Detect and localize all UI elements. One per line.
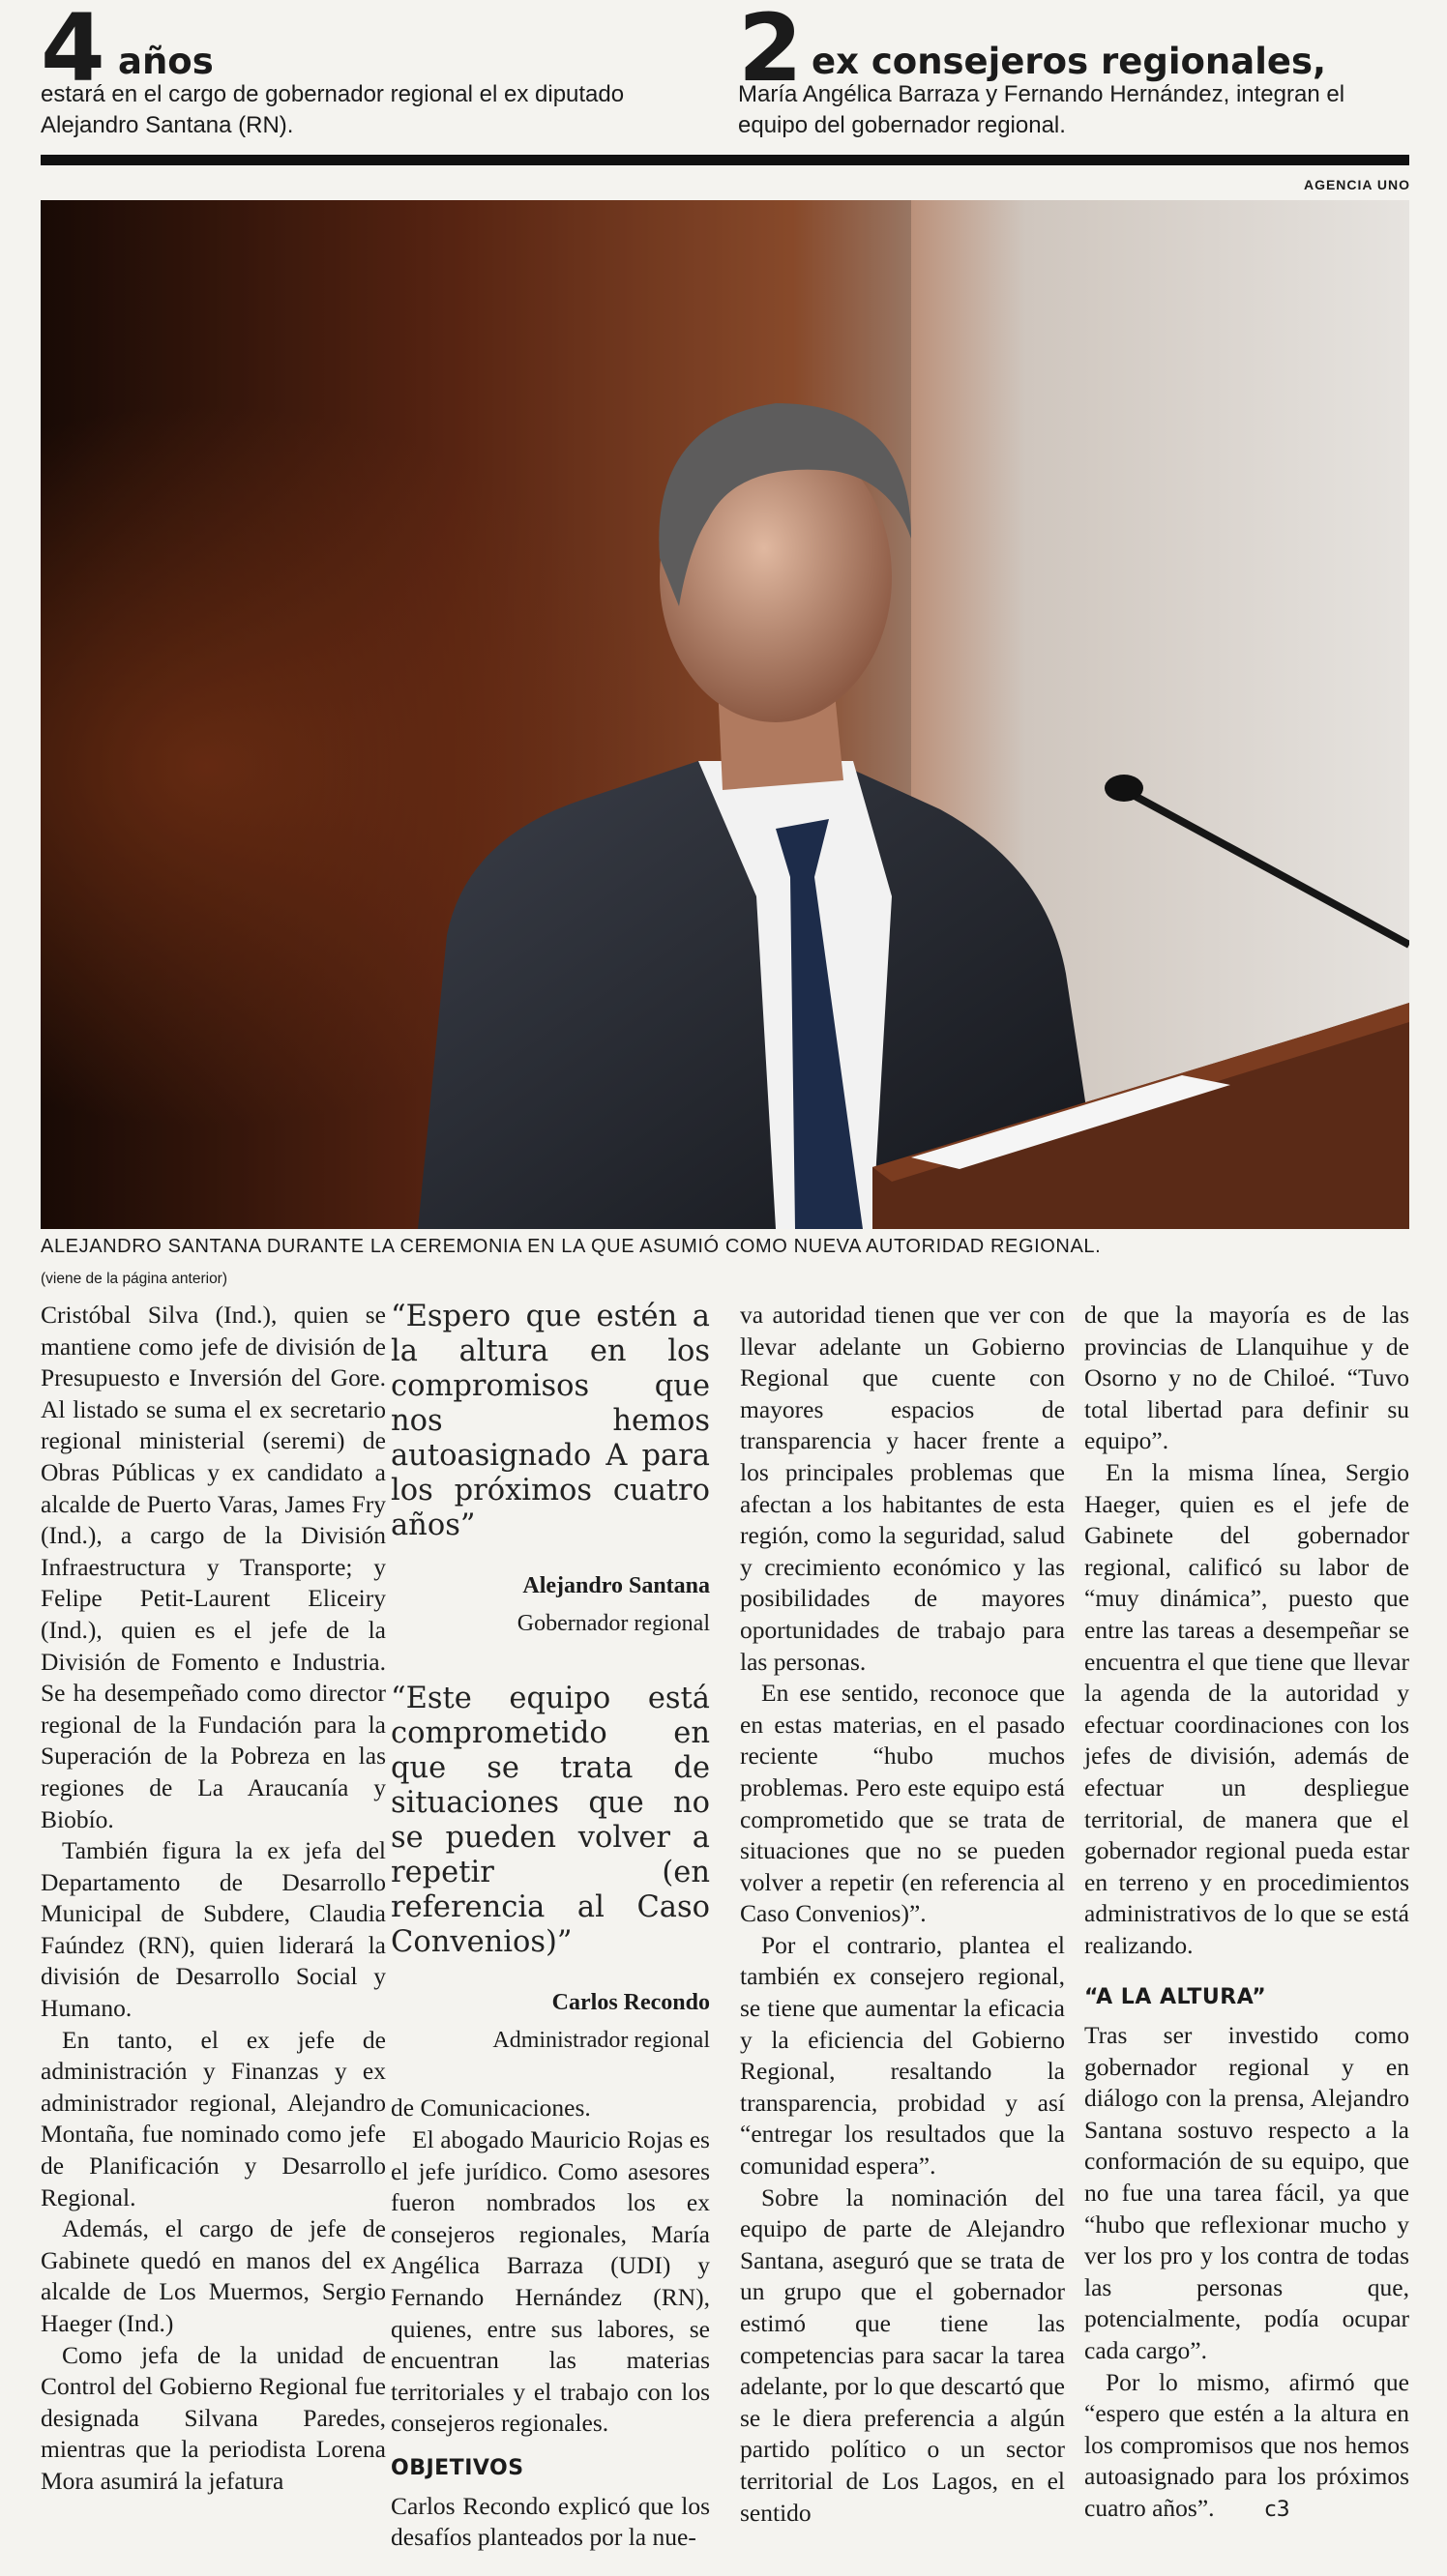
paragraph: El abogado Mauricio Rojas es el jefe jurídico. Como asesores fueron nombrados los ex consejeros regionales, María Angélica Barraza (UDI) y Fernando Hernández (RN), quienes, entre sus labores, se encuentran las materias territoriales y el trabajo con los consejeros regionales. xyxy=(391,2124,710,2438)
paragraph: Carlos Recondo explicó que los desafíos planteados por la nue- xyxy=(391,2491,710,2552)
continued-note: (viene de la página anterior) xyxy=(41,1271,228,1287)
pull-quote-role: Gobernador regional xyxy=(517,1610,710,1636)
stat-councillors-number: 2 xyxy=(738,0,801,102)
stat-councillors-subtext xyxy=(738,79,1344,141)
stat-years xyxy=(41,0,718,145)
stat-years-head: años xyxy=(118,41,214,82)
paragraph: Tras ser investido como gobernador regional y en diálogo con la prensa, Alejandro Santana sostuvo respecto a la conformación de su equipo, que no fue una tarea fácil, ya que “hubo que reflexionar mucho y ver los pro y los contra de todas las personas que, potencialmente, podía ocupar cada cargo”. xyxy=(1084,2021,1409,2364)
article-column-4 xyxy=(1084,1300,1409,2527)
paragraph: de Comunicaciones. xyxy=(391,2093,591,2122)
stat-years-subtext xyxy=(41,79,624,141)
paragraph: Cristóbal Silva (Ind.), quien se mantiene como jefe de división de Presupuesto e Inversión del Gore. Al listado se suma el ex secretario regional ministerial (seremi) de Obras Públicas y ex candidato a alcalde de Puerto Varas, James Fry (Ind.), a cargo de la División Infraestructura y Transporte; y Felipe Petit-Laurent Eliceiry (Ind.), quien es el jefe de la División de Fomento e Industria. Se ha desempeñado como director regional de la Fundación para la Superación de la Pobreza en las regiones de La Araucanía y Biobío. xyxy=(41,1301,386,1833)
photo-credit: AGENCIA UNO xyxy=(1303,177,1410,192)
pull-quote-author: Alejandro Santana xyxy=(522,1573,710,1598)
stat-years-line: Alejandro Santana (RN). xyxy=(41,112,294,138)
paragraph-text: Por lo mismo, afirmó que “espero que estén a la altura en los compromisos que nos hemos autoasignado para los próximos cuatro años”. xyxy=(1084,2367,1409,2522)
pull-quote-role: Administrador regional xyxy=(492,2027,710,2053)
paragraph: En ese sentido, reconoce que en estas materias, en el pasado reciente “hubo muchos problemas. Pero este equipo está comprometido que se trata de situaciones que no se pueden volver a repetir (en referencia al Caso Convenios)”. xyxy=(740,1679,1065,1928)
stat-councillors xyxy=(738,0,1415,145)
photo-caption: ALEJANDRO SANTANA DURANTE LA CEREMONIA EN LA QUE ASUMIÓ COMO NUEVA AUTORIDAD REGIONAL. xyxy=(41,1236,1102,1257)
stat-councillors-line: equipo del gobernador regional. xyxy=(738,112,1066,138)
pull-quote-santana xyxy=(391,1300,710,1639)
article-column-1 xyxy=(41,1300,386,2498)
header-rule xyxy=(41,155,1409,165)
paragraph: Además, el cargo de jefe de Gabinete quedó en manos del ex alcalde de Los Muermos, Sergio Haeger (Ind.) xyxy=(41,2214,386,2337)
stat-councillors-line: María Angélica Barraza y Fernando Hernández, integran el xyxy=(738,81,1345,107)
paragraph: va autoridad tienen que ver con llevar adelante un Gobierno Regional que cuente con mayores espacios de transparencia y hacer frente a los principales problemas que afectan a los habitantes de esta región, como la seguridad, salud y crecimiento económico y las posibilidades de mayores oportunidades de trabajo para las personas. xyxy=(740,1301,1065,1676)
paragraph: Sobre la nominación del equipo de parte de Alejandro Santana, aseguró que se trata de un grupo que el gobernador estimó que tiene las competencias para sacar la tarea adelante, por lo que descartó que se le diera preferencia a algún partido político o un sector territorial de Los Lagos, en el sentido xyxy=(740,2182,1065,2527)
photo-portrait-illustration xyxy=(41,200,1409,1229)
paragraph: Como jefa de la unidad de Control del Gobierno Regional fue designada Silvana Paredes, mientras que la periodista Lorena Mora asumirá la jefatura xyxy=(41,2340,386,2495)
pull-quote-text: “Espero que estén a la altura en los compromisos que nos hemos autoasignado A para los próximos cuatro años” xyxy=(391,1300,710,1542)
paragraph xyxy=(1084,2367,1409,2527)
paragraph: Por el contrario, plantea el también ex consejero regional, se tiene que aumentar la eficacia y la eficiencia del Gobierno Regional, resaltando la transparencia, probidad y así “entregar los resultados que la comunidad espera”. xyxy=(740,1930,1065,2181)
subhead-objetivos: OBJETIVOS xyxy=(391,2455,524,2480)
pull-quote-recondo xyxy=(391,1682,710,2056)
stat-years-number: 4 xyxy=(41,0,103,102)
paragraph: También figura la ex jefa del Departamento de Desarrollo Municipal de Subdere, Claudia Faúndez (RN), quien liderará la división de Desarrollo Social y Humano. xyxy=(41,1836,386,2023)
article-column-3 xyxy=(740,1300,1065,2529)
end-mark-icon: c3 xyxy=(1264,2497,1290,2522)
article-column-2 xyxy=(391,1300,710,2554)
paragraph: de que la mayoría es de las provincias de Llanquihue y de Osorno y no de Chiloé. “Tuvo total libertad para definir su equipo”. xyxy=(1084,1301,1409,1455)
stat-councillors-head: ex consejeros regionales, xyxy=(812,41,1327,82)
main-photo xyxy=(41,200,1409,1229)
stat-years-line: estará en el cargo de gobernador regional el ex diputado xyxy=(41,81,625,107)
paragraph: En tanto, el ex jefe de administración y Finanzas y ex administrador regional, Alejandro Montaña, fue nominado como jefe de Planificación y Desarrollo Regional. xyxy=(41,2025,386,2211)
paragraph: En la misma línea, Sergio Haeger, quien es el jefe de Gabinete del gobernador regional, calificó su labor de “muy dinámica”, puesto que entre las tareas a desempeñar se encuentra el que tiene que llevar la agenda de la autoridad y efectuar coordinaciones con los jefes de división, además de efectuar un despliegue territorial, de manera que el gobernador regional pueda estar en terreno y en procedimientos administrativos de lo que se está realizando. xyxy=(1084,1457,1409,1959)
subhead-a-la-altura: “A LA ALTURA” xyxy=(1084,1985,1267,2010)
pull-quote-text: “Este equipo está comprometido en que se trata de situaciones que no se pueden volver a repetir (en referencia al Caso Convenios)” xyxy=(391,1682,710,1960)
pull-quote-author: Carlos Recondo xyxy=(551,1990,710,2016)
